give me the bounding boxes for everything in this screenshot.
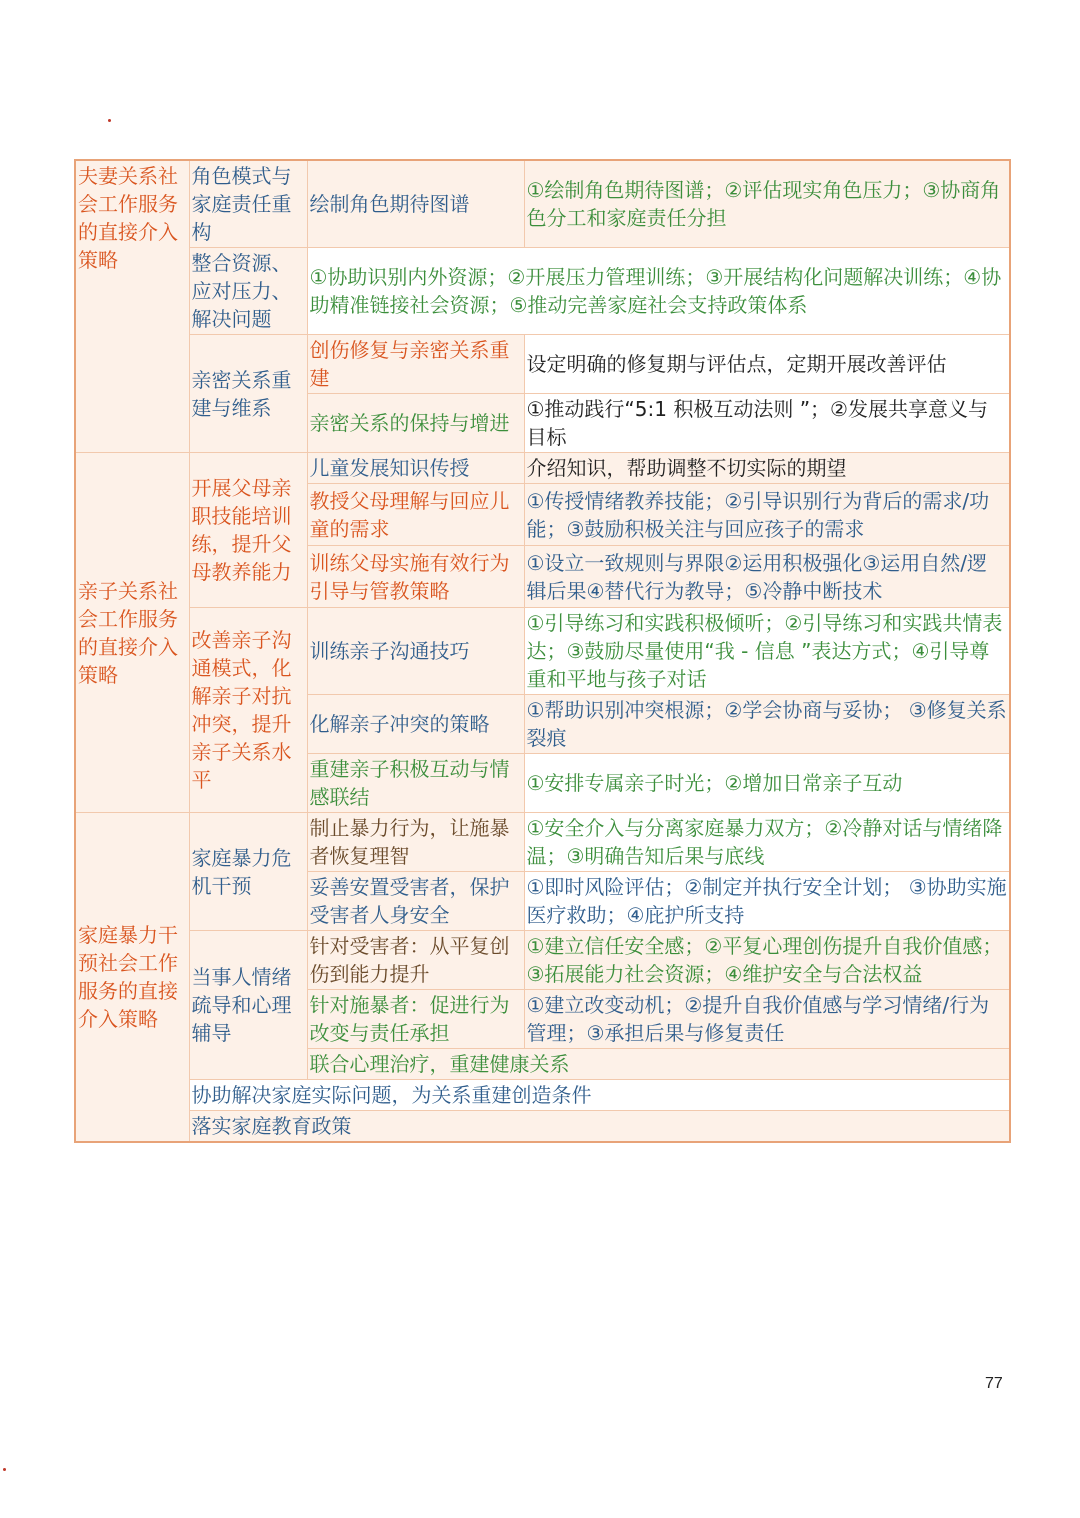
strategy-cell: 训练亲子沟通技巧	[307, 608, 524, 695]
stray-mark	[108, 119, 111, 122]
detail-cell: ①传授情绪教养技能；②引导识别行为背后的需求/功能；③鼓励积极关注与回应孩子的需求	[524, 484, 1010, 546]
detail-cell: ①帮助识别冲突根源；②学会协商与妥协； ③修复关系裂痕	[524, 695, 1010, 754]
strategy-cell: 创伤修复与亲密关系重建	[307, 335, 524, 394]
subcategory-cell: 当事人情绪疏导和心理辅导	[189, 931, 307, 1080]
detail-cell: ①引导练习和实践积极倾听；②引导练习和实践共情表达；③鼓励尽量使用“我 - 信息 ”表达方式；④引导尊重和平地与孩子对话	[524, 608, 1010, 695]
table-row	[75, 813, 1010, 872]
subcategory-cell: 角色模式与家庭责任重构	[189, 160, 307, 248]
detail-cell: ①建立信任安全感；②平复心理创伤提升自我价值感；③拓展能力社会资源；④维护安全与合法权益	[524, 931, 1010, 990]
subcategory-cell: 亲密关系重建与维系	[189, 335, 307, 453]
strategy-table	[74, 159, 1011, 1143]
strategy-cell: 训练父母实施有效行为引导与管教策略	[307, 546, 524, 608]
strategy-cell: 化解亲子冲突的策略	[307, 695, 524, 754]
category-cell: 夫妻关系社会工作服务的直接介入策略	[75, 160, 189, 453]
table-row	[75, 608, 1010, 695]
subcategory-cell: 落实家庭教育政策	[189, 1111, 1010, 1143]
strategy-cell: 联合心理治疗，重建健康关系	[307, 1049, 1010, 1080]
table-row	[75, 248, 1010, 335]
subcategory-cell: 开展父母亲职技能培训练，提升父母教养能力	[189, 453, 307, 608]
strategy-cell: 针对施暴者：促进行为改变与责任承担	[307, 990, 524, 1049]
detail-cell: ①建立改变动机；②提升自我价值感与学习情绪/行为管理；③承担后果与修复责任	[524, 990, 1010, 1049]
strategy-cell: 绘制角色期待图谱	[307, 160, 524, 248]
table-row	[75, 453, 1010, 484]
detail-cell: ①绘制角色期待图谱；②评估现实角色压力；③协商角色分工和家庭责任分担	[524, 160, 1010, 248]
subcategory-cell: 协助解决家庭实际问题，为关系重建创造条件	[189, 1080, 1010, 1111]
table-row	[75, 931, 1010, 990]
strategy-cell: 教授父母理解与回应儿童的需求	[307, 484, 524, 546]
subcategory-cell: 整合资源、应对压力、解决问题	[189, 248, 307, 335]
table-row	[75, 1111, 1010, 1143]
strategy-cell: 制止暴力行为，让施暴者恢复理智	[307, 813, 524, 872]
category-cell: 家庭暴力干预社会工作服务的直接介入策略	[75, 813, 189, 1143]
table-row	[75, 160, 1010, 248]
strategy-cell: 妥善安置受害者，保护受害者人身安全	[307, 872, 524, 931]
subcategory-cell: 家庭暴力危机干预	[189, 813, 307, 931]
strategy-cell: 儿童发展知识传授	[307, 453, 524, 484]
detail-cell: ①推动践行“5:1 积极互动法则 ”；②发展共享意义与目标	[524, 394, 1010, 453]
detail-cell: 介绍知识，帮助调整不切实际的期望	[524, 453, 1010, 484]
detail-cell: ①协助识别内外资源；②开展压力管理训练；③开展结构化问题解决训练；④协助精准链接社会资源；⑤推动完善家庭社会支持政策体系	[307, 248, 1010, 335]
subcategory-cell: 改善亲子沟通模式，化解亲子对抗冲突，提升亲子关系水平	[189, 608, 307, 813]
detail-cell: ①即时风险评估；②制定并执行安全计划； ③协助实施医疗救助；④庇护所支持	[524, 872, 1010, 931]
strategy-cell: 针对受害者：从平复创伤到能力提升	[307, 931, 524, 990]
stray-mark	[3, 1468, 6, 1471]
detail-cell: ①设立一致规则与界限②运用积极强化③运用自然/逻辑后果④替代行为教导；⑤冷静中断技术	[524, 546, 1010, 608]
detail-cell: ①安排专属亲子时光；②增加日常亲子互动	[524, 754, 1010, 813]
table-row	[75, 335, 1010, 394]
page-number: 77	[985, 1375, 1003, 1392]
detail-cell: ①安全介入与分离家庭暴力双方；②冷静对话与情绪降温；③明确告知后果与底线	[524, 813, 1010, 872]
table-row	[75, 1080, 1010, 1111]
strategy-cell: 重建亲子积极互动与情感联结	[307, 754, 524, 813]
strategy-cell: 亲密关系的保持与增进	[307, 394, 524, 453]
detail-cell: 设定明确的修复期与评估点，定期开展改善评估	[524, 335, 1010, 394]
category-cell: 亲子关系社会工作服务的直接介入策略	[75, 453, 189, 813]
